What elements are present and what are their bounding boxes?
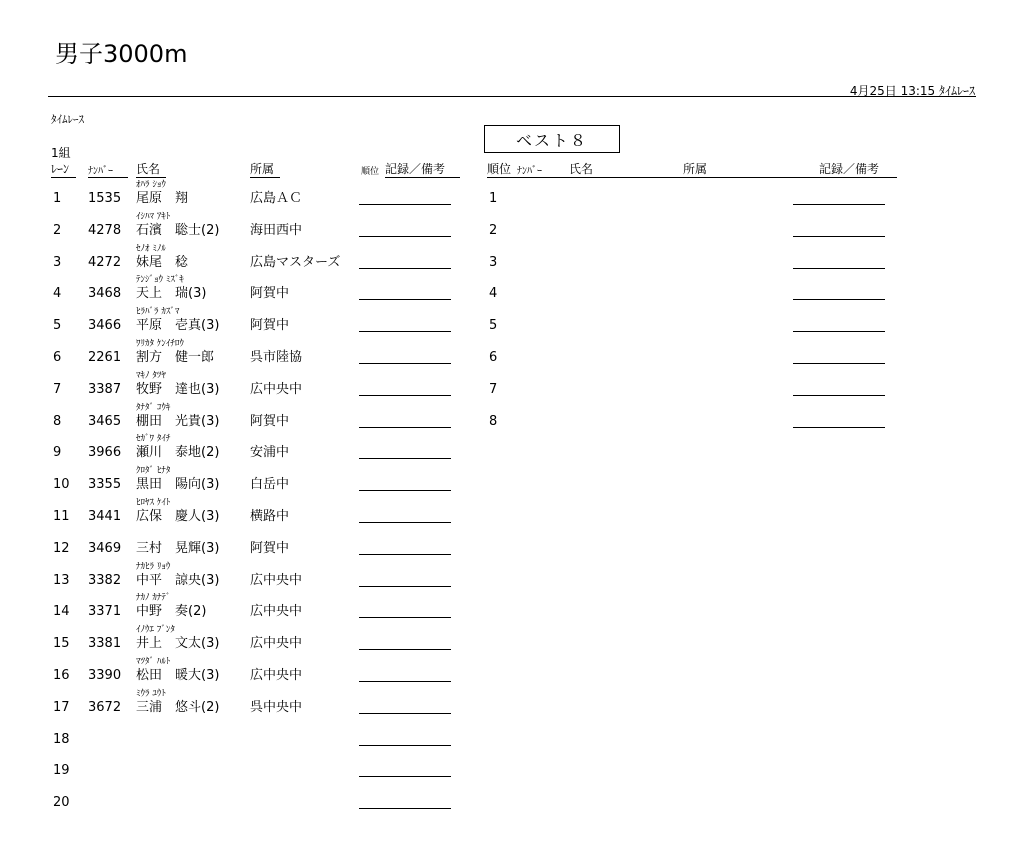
name-kana: ｵﾊﾗ ｼｮｳ xyxy=(136,180,166,190)
team-name: 広中央中 xyxy=(250,668,303,683)
table-row xyxy=(0,752,1024,784)
lane-number: 19 xyxy=(53,763,70,779)
record-blank-line xyxy=(359,617,451,618)
header-underline xyxy=(250,177,280,178)
best8-rank: 7 xyxy=(489,381,498,397)
page-title: 男子3000m xyxy=(55,40,188,68)
lane-number: 14 xyxy=(53,604,70,620)
header-underline xyxy=(88,177,128,178)
best8-header-rank: 順位 xyxy=(487,162,512,176)
athlete-name: 天上 瑞(3) xyxy=(136,286,207,302)
name-kana: ﾏｷﾉ ﾀﾂﾔ xyxy=(136,370,166,381)
lane-number: 5 xyxy=(53,318,62,334)
header-underline xyxy=(51,177,76,178)
heat-label: 1組 xyxy=(51,146,71,160)
lane-number: 6 xyxy=(53,350,62,365)
bib-number: 3966 xyxy=(88,445,122,461)
lane-number: 2 xyxy=(53,222,62,238)
header-lane: ﾚｰﾝ xyxy=(51,162,70,176)
team-name: 阿賀中 xyxy=(250,540,290,556)
best8-row xyxy=(0,180,1024,212)
lane-number: 12 xyxy=(53,540,70,556)
team-name: 広中央中 xyxy=(250,381,303,397)
best8-rank: 8 xyxy=(489,413,498,429)
header-rank-small: 順位 xyxy=(361,167,380,177)
athlete-name: 尾原 翔 xyxy=(136,191,189,206)
header-rule xyxy=(48,96,976,97)
best8-record-blank-line xyxy=(793,427,885,428)
table-row xyxy=(0,721,1024,753)
best8-row xyxy=(0,403,1024,435)
name-kana: ｾｶﾞﾜ ﾀｲﾁ xyxy=(136,434,171,445)
table-row xyxy=(0,784,1024,816)
bib-number: 2261 xyxy=(88,350,122,365)
lane-number: 1 xyxy=(53,191,62,206)
athlete-name: 井上 文太(3) xyxy=(136,636,220,652)
lane-number: 17 xyxy=(53,699,70,715)
lane-number: 16 xyxy=(53,668,70,683)
race-type-label: ﾀｲﾑﾚｰｽ xyxy=(51,113,84,126)
lane-number: 4 xyxy=(53,286,62,302)
team-name: 阿賀中 xyxy=(250,286,290,302)
best8-rank: 2 xyxy=(489,222,498,238)
best8-row xyxy=(0,371,1024,403)
team-name: 広中央中 xyxy=(250,636,303,652)
best8-rank: 6 xyxy=(489,350,498,365)
best8-row xyxy=(0,275,1024,307)
athlete-name: 石濱 聡士(2) xyxy=(136,222,220,238)
name-kana: ｲｼﾊﾏ ｱｷﾄ xyxy=(136,211,171,222)
table-row xyxy=(0,689,1024,721)
name-kana: ﾏﾂﾀﾞ ﾊﾙﾄ xyxy=(136,657,171,667)
header-record: 記録／備考 xyxy=(385,162,446,176)
bib-number: 3672 xyxy=(88,699,122,715)
lane-number: 9 xyxy=(53,445,62,461)
record-blank-line xyxy=(359,776,451,777)
best8-rank: 5 xyxy=(489,318,498,334)
best8-record-blank-line xyxy=(793,299,885,300)
table-row xyxy=(0,530,1024,562)
best8-header-team: 所属 xyxy=(683,162,708,176)
table-row xyxy=(0,434,1024,466)
athlete-name: 妹尾 稔 xyxy=(136,254,189,270)
table-row xyxy=(0,498,1024,530)
team-name: 呉市陸協 xyxy=(250,350,303,365)
bib-number: 3441 xyxy=(88,509,122,524)
team-name: 白岳中 xyxy=(250,477,290,493)
record-blank-line xyxy=(359,649,451,650)
table-row xyxy=(0,466,1024,498)
name-kana: ﾋﾛﾔｽ ｹｲﾄ xyxy=(136,498,171,508)
bib-number: 3371 xyxy=(88,604,122,620)
event-datetime: 4月25日 13:15 ﾀｲﾑﾚｰｽ xyxy=(849,84,975,98)
best8-record-blank-line xyxy=(793,268,885,269)
name-kana: ﾜﾘｶﾀ ｹﾝｲﾁﾛｳ xyxy=(136,339,184,349)
athlete-name: 割方 健一郎 xyxy=(136,350,215,365)
record-blank-line xyxy=(359,681,451,682)
table-row xyxy=(0,657,1024,689)
bib-number: 4278 xyxy=(88,222,122,238)
best8-header-number: ﾅﾝﾊﾞｰ xyxy=(517,166,542,177)
best8-rank: 4 xyxy=(489,286,498,302)
best8-rank: 3 xyxy=(489,254,498,270)
team-name: 広島マスターズ xyxy=(250,254,341,270)
table-row xyxy=(0,625,1024,657)
athlete-name: 瀬川 泰地(2) xyxy=(136,445,220,461)
athlete-name: 松田 暖大(3) xyxy=(136,668,220,683)
record-blank-line xyxy=(359,808,451,809)
table-row xyxy=(0,562,1024,594)
team-name: 呉中央中 xyxy=(250,699,303,715)
athlete-name: 三村 晃輝(3) xyxy=(136,540,220,556)
header-number: ﾅﾝﾊﾞｰ xyxy=(88,166,113,177)
team-name: 広中央中 xyxy=(250,604,303,620)
athlete-name: 牧野 達也(3) xyxy=(136,381,220,397)
best8-row xyxy=(0,307,1024,339)
best8-row xyxy=(0,244,1024,276)
record-blank-line xyxy=(359,586,451,587)
header-name: 氏名 xyxy=(136,162,161,176)
bib-number: 1535 xyxy=(88,191,122,206)
name-kana: ｾﾉｵ ﾐﾉﾙ xyxy=(136,243,166,254)
bib-number: 3355 xyxy=(88,477,122,493)
team-name: 阿賀中 xyxy=(250,413,290,429)
athlete-name: 中平 諒央(3) xyxy=(136,572,220,588)
lane-number: 10 xyxy=(53,477,70,493)
record-blank-line xyxy=(359,522,451,523)
bib-number: 3381 xyxy=(88,636,122,652)
header-underline xyxy=(136,177,166,178)
lane-number: 15 xyxy=(53,636,70,652)
name-kana: ﾋﾗﾊﾞﾗ ｶｽﾞﾏ xyxy=(136,307,180,318)
header-team: 所属 xyxy=(250,162,275,176)
bib-number: 3469 xyxy=(88,540,122,556)
best8-header-underline xyxy=(487,177,897,178)
lane-number: 11 xyxy=(53,509,70,524)
athlete-name: 三浦 悠斗(2) xyxy=(136,699,220,715)
bib-number: 4272 xyxy=(88,254,122,270)
name-kana: ﾐｳﾗ ﾕｳﾄ xyxy=(136,688,166,699)
name-kana: ﾅｶﾉ ｶﾅﾃﾞ xyxy=(136,593,171,604)
best8-record-blank-line xyxy=(793,331,885,332)
best8-record-blank-line xyxy=(793,236,885,237)
best8-record-blank-line xyxy=(793,395,885,396)
lane-number: 7 xyxy=(53,381,62,397)
athlete-name: 広保 慶人(3) xyxy=(136,509,220,524)
best8-header-name: 氏名 xyxy=(569,162,594,176)
team-name: 安浦中 xyxy=(250,445,290,461)
lane-number: 20 xyxy=(53,795,70,811)
best8-row xyxy=(0,339,1024,371)
record-blank-line xyxy=(359,490,451,491)
bib-number: 3390 xyxy=(88,668,122,683)
table-row xyxy=(0,593,1024,625)
athlete-name: 棚田 光貴(3) xyxy=(136,413,220,429)
lane-number: 13 xyxy=(53,572,70,588)
bib-number: 3387 xyxy=(88,381,122,397)
name-kana: ﾃﾝｼﾞｮｳ ﾐｽﾞｷ xyxy=(136,275,184,286)
team-name: 横路中 xyxy=(250,509,290,524)
team-name: 広中央中 xyxy=(250,572,303,588)
team-name: 阿賀中 xyxy=(250,318,290,334)
best8-record-blank-line xyxy=(793,363,885,364)
lane-number: 3 xyxy=(53,254,62,270)
header-underline xyxy=(385,177,460,178)
best8-record-blank-line xyxy=(793,204,885,205)
bib-number: 3382 xyxy=(88,572,122,588)
athlete-name: 中野 奏(2) xyxy=(136,604,207,620)
team-name: 海田西中 xyxy=(250,222,303,238)
record-blank-line xyxy=(359,554,451,555)
bib-number: 3466 xyxy=(88,318,122,334)
lane-number: 8 xyxy=(53,413,62,429)
lane-number: 18 xyxy=(53,731,70,747)
team-name: 広島ＡＣ xyxy=(250,191,303,206)
name-kana: ﾅｶﾋﾗ ﾘｮｳ xyxy=(136,561,171,572)
record-blank-line xyxy=(359,745,451,746)
athlete-name: 黒田 陽向(3) xyxy=(136,477,220,493)
best8-title: ベスト８ xyxy=(484,125,620,153)
bib-number: 3465 xyxy=(88,413,122,429)
bib-number: 3468 xyxy=(88,286,122,302)
name-kana: ｸﾛﾀﾞ ﾋﾅﾀ xyxy=(136,466,171,477)
record-blank-line xyxy=(359,458,451,459)
best8-header-record: 記録／備考 xyxy=(819,162,880,176)
record-blank-line xyxy=(359,713,451,714)
athlete-name: 平原 壱真(3) xyxy=(136,318,220,334)
best8-rank: 1 xyxy=(489,191,498,206)
name-kana: ﾀﾅﾀﾞ ｺｳｷ xyxy=(136,402,171,413)
name-kana: ｲﾉｳｴ ﾌﾞﾝﾀ xyxy=(136,625,175,636)
best8-row xyxy=(0,212,1024,244)
